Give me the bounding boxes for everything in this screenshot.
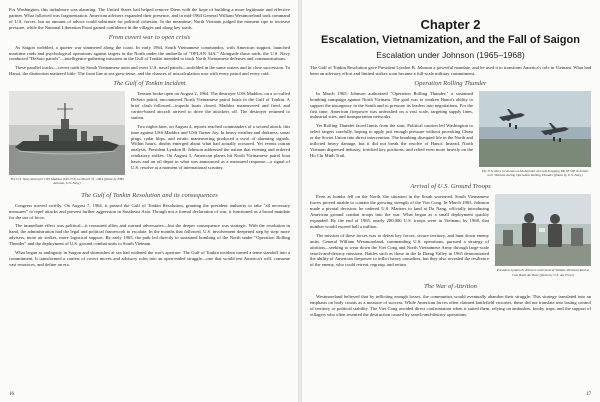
body-paragraph: Congress moved swiftly. On August 7, 1964, it passed the Gulf of Tonkin Resolution, granting the president authority to take "all necessary measures" to repel attacks and prevent further aggression in Southeast Asia. Though not a formal declaration of war, it functioned as a broad mandate for the use of force. xyxy=(9,202,290,220)
chapter-title: Escalation, Vietnamization, and the Fall of Saigon xyxy=(321,34,580,46)
body-paragraph: Even as bombs fell on the North, the situation in the South worsened. South Vietnamese forces proved unable to contain the growing strength of the Viet Cong. In March 1965, Johnson made a pivotal decision: he ordered U.S. Marines to land at Da Nang, officially introducing American ground combat troops into the war. What began as a small deployment quickly expanded. By the end of 1965, nearly 200,000 U.S. troops were in Vietnam; by 1968, that number would exceed half a million. xyxy=(310,194,489,229)
body-paragraph: As Saigon wobbled, a quieter war simmered along the coast. In early 1964, South Vietnamese commandos, with American support, launched maritime raids and psychological operations against targets in the North under the umbrella of "OPLAN 34A." Alongside those raids, the U.S. Navy conducted "DeSoto patrols"—intelligence-gathering missions in the Gulf of Tonkin intended to track North Vietnamese defenses and communications. xyxy=(9,44,290,62)
body-paragraph: In March 1965, Johnson authorized "Operation Rolling Thunder," a sustained bombing campaign against North Vietnam. The goal was to weaken Hanoi's ability to support the insurgency in the South and to pressure its leaders into negotiations. For the first time, American firepower was unleashed on a vast scale, targeting supply lines, industrial sites, and transportation networks. xyxy=(310,90,473,120)
intro-paragraph: For Washington, this turbulence was alarming. The United States had helped remove Diem with the hope of building a more legitimate and effective partner. What followed was fragmentation. American advisers expanded their presence, and in mid-1964 General William Westmoreland took command of U.S. forces, but no amount of advice could substitute for political cohesion. In the meantime, North Vietnam judged the moment ripe to increase pressure, while the National Liberation Front gained confidence in the villages and along key roads. xyxy=(9,7,290,30)
section-subhead: The War of Attrition xyxy=(424,283,477,290)
photo-caption: The U.S. Navy Grumman A-6A Intruder aircraft dropping Mk 83 500 lb bombs over Vietnam during Operation Rolling Thunder (photo by U.S. Navy) xyxy=(481,168,589,178)
page-number: 16 xyxy=(9,392,14,397)
body-paragraph: Two nights later, on August 4, reports reached commanders of a second attack, this time against USS Maddox and USS Turner Joy. In heavy weather and darkness, sonar pings, radar blips, and erratic maneuvering produced a swirl of alarming signals. Within hours, doubts emerged about what had actually occurred. Yet events outran analysis. President Lyndon B. Johnson addressed the nation that evening and ordered retaliatory strikes. On August 5, American planes hit North Vietnamese patrol boat bases and an oil depot in what was announced as a measured response—a signal of U.S. resolve at a moment of international scrutiny. xyxy=(131,123,290,171)
aircraft-photo-figure xyxy=(479,91,591,178)
chapter-subtitle: Escalation under Johnson (1965–1968) xyxy=(376,50,525,60)
destroyer-photo-figure xyxy=(9,91,125,186)
left-page xyxy=(0,0,298,402)
section-subhead: The Gulf of Tonkin incident xyxy=(113,80,186,88)
photo-caption: President Lyndon B. Johnson and General William Westmoreland at Cam Ranh Air Base (photo by U.S. Air Force) xyxy=(496,268,590,277)
johnson-photo-figure xyxy=(495,194,591,277)
body-paragraph: The immediate effect was political—it reassured allies and warned adversaries—but the deeper consequence was strategic. With the resolution in hand, the administration had the legal and political framework to escalate. In the months that followed, U.S. involvement deepened step by step: more advisers, more air strikes, more logistical support. By early 1965, the path led directly to sustained bombing of the North under "Operation Rolling Thunder" and the deployment of U.S. ground combat units to South Vietnam. xyxy=(9,223,290,247)
section-subhead: From covert war to open crisis xyxy=(108,33,191,41)
page-number: 17 xyxy=(586,392,591,397)
section-subhead: The Gulf of Tonkin Resolution and its consequences xyxy=(81,191,218,199)
aircraft-photo xyxy=(479,91,591,167)
right-page xyxy=(302,0,600,402)
body-paragraph: Tension broke open on August 2, 1964. The destroyer USS Maddox, on a so-called DeSoto patrol, encountered North Vietnamese patrol boats in the Gulf of Tonkin. A brief clash followed—torpedo boats closed, Maddox maneuvered and fired, and carrier-based aircraft arrived to drive the attackers off. The destroyer returned to station. xyxy=(131,91,290,120)
body-paragraph: Yet Rolling Thunder faced limits from the start. Political caution led Washington to select targets carefully, hoping to apply just enough pressure without provoking China or the Soviet Union into direct intervention. The bombing disrupted life in the North and inflicted heavy damage, but it did not break the resolve of Hanoi. Instead, North Vietnam dispersed industry, fortified key positions, and relied even more heavily on the Ho Chi Minh Trail. xyxy=(310,123,473,158)
body-paragraph: These parallel tracks—covert raids by South Vietnamese units and overt U.S. naval patrols—unfolded in the same waters and in close succession. To Hanoi, the distinction mattered little. The front line at sea grew tense, and the chances of miscalculation rose with every patrol and every raid. xyxy=(9,65,290,77)
body-paragraph: What began as ambiguity in Saigon and skirmishes at sea had widened the war's aperture. The Gulf of Tonkin incident turned a tense standoff into a commitment. It transformed a contest of covert moves and advisory roles into an open-ended struggle—one that would test America's will, consume vast resources, and define an era. xyxy=(9,250,290,267)
body-paragraph: The mission of these forces was to defeat key forces, secure territory, and hunt down enemy units. General William Westmoreland, commanding U.S. operations, pursued a strategy of attrition—seeking to wear down the Viet Cong and North Vietnamese Army through large-scale search-and-destroy missions. Battles such as those in the Ia Drang Valley in 1965 demonstrated the ability of American firepower to inflict heavy casualties, but they also revealed the resilience of the enemy, who could retreat, regroup, and return. xyxy=(310,232,489,268)
destroyer-photo xyxy=(9,91,125,175)
section-subhead: Arrival of U.S. Ground Troops xyxy=(410,183,491,191)
photo-caption: The U.S. Navy destroyer USS Maddox (DD-731) on March 31, 1964 (photo by PH3 Antonio, U.S. Navy) xyxy=(10,177,124,186)
chapter-label: Chapter 2 xyxy=(420,17,481,32)
intro-paragraph: The Gulf of Tonkin Resolution gave President Lyndon B. Johnson a powerful mandate, and he used it to transform America's role in Vietnam. What had been an advisory effort and limited strikes soon became a full-scale military commitment. xyxy=(310,65,591,76)
section-subhead: Operation Rolling Thunder xyxy=(414,79,487,87)
body-paragraph: Westmoreland believed that by inflicting enough losses, the communists would eventually abandon their struggle. This strategy translated into an emphasis on body counts as a measure of success. While American forces often claimed battlefield victories, these did not translate into lasting control of territory or political stability. The Viet Cong avoided direct confrontation when it suited them, relying on ambushes, booby traps, and the support of villagers who often resented the destruction caused by search-and-destroy operations. xyxy=(310,294,591,317)
johnson-photo xyxy=(495,194,591,266)
